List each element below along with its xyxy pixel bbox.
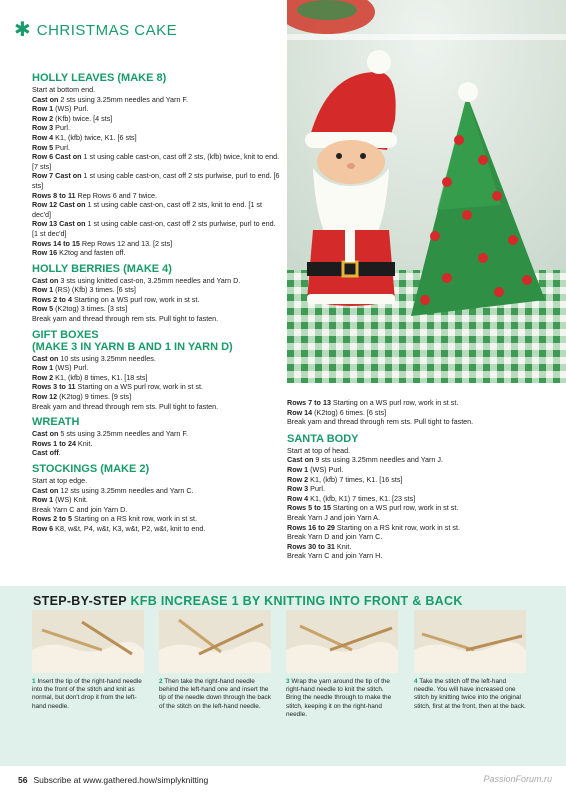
pattern-line-label: Cast on <box>32 94 59 104</box>
pattern-line-label: Row 5 <box>32 142 54 152</box>
pattern-line-label: Row 2 <box>32 372 54 382</box>
wreath-lines <box>32 429 280 458</box>
pattern-line-text: (WS) Purl. <box>308 464 344 474</box>
pattern-line-text: Break Yarn C and join Yarn H. <box>287 551 383 561</box>
technique-title: KFB INCREASE 1 BY KNITTING INTO FRONT & BACK <box>130 594 463 608</box>
pattern-line-text: K1, (kfb) twice, K1. [6 sts] <box>53 132 137 142</box>
pattern-line-text: K1, (kfb, K1) 7 times, K1. [23 sts] <box>308 493 416 503</box>
pattern-line <box>287 532 539 542</box>
pattern-line-text: 1 st using cable cast-on, cast off 2 sts purlwise, purl to end. [1 st dec'd] <box>32 219 276 238</box>
pattern-line <box>32 133 280 143</box>
pattern-column-left <box>32 72 280 534</box>
pattern-line-text: K1, (kfb) 7 times, K1. [16 sts] <box>308 474 403 484</box>
gift-boxes-lines <box>32 354 280 412</box>
pattern-line-label: Cast on <box>32 353 59 363</box>
gift-boxes-subheading: (MAKE 3 IN YARN B AND 1 IN YARN D) <box>32 340 233 353</box>
pattern-line-label: Rows 8 to 11 <box>32 190 76 200</box>
pattern-line-label: Row 13 Cast on <box>32 219 86 229</box>
pattern-line-text: Purl. <box>308 484 325 494</box>
pattern-line-text: (K2tog) 3 times. [3 sts] <box>53 304 128 314</box>
holly-leaves-heading: HOLLY LEAVES (MAKE 8) <box>32 72 167 84</box>
pattern-line <box>32 429 280 439</box>
pattern-line-label: Rows 2 to 5 <box>32 514 72 524</box>
pattern-line <box>32 95 280 105</box>
pattern-line <box>287 542 539 552</box>
step-by-step-title <box>33 594 463 608</box>
gift-boxes-heading: GIFT BOXES <box>32 328 99 341</box>
pattern-line-label: Row 12 Cast on <box>32 200 86 210</box>
pattern-line <box>287 494 539 504</box>
pattern-line <box>32 314 280 324</box>
pattern-line-text: Start at top of head. <box>287 445 351 455</box>
step-4: 4 Take the stitch off the left-hand needle. You will have increased one stitch by knitting twice into the original stitch, first at the front, then at the back. <box>414 610 526 711</box>
pattern-line-label: Row 1 <box>32 363 54 373</box>
stockings-lines <box>32 476 280 534</box>
pattern-line <box>32 123 280 133</box>
pattern-line-label: Row 1 <box>287 464 309 474</box>
pattern-line <box>287 484 539 494</box>
pattern-line-text: Starting on a WS purl row, work in st st. <box>330 503 459 513</box>
holly-leaves-lines <box>32 85 280 258</box>
pattern-line <box>287 523 539 533</box>
pattern-line-label: Cast on <box>32 275 59 285</box>
step-by-step-label: STEP-BY-STEP <box>33 594 127 608</box>
pattern-line-text: Rep Rows 12 and 13. [2 sts] <box>79 238 173 248</box>
pattern-line-label: Rows 14 to 15 <box>32 238 80 248</box>
pattern-line-text: Knit. <box>334 541 352 551</box>
pattern-line <box>32 354 280 364</box>
pattern-line-text: 5 sts using 3.25mm needles and Yarn F. <box>58 429 188 439</box>
step-1: 1 Insert the tip of the right-hand needle into the front of the stitch and knit as normal, but don't drop it from the left-hand needle. <box>32 610 144 711</box>
pattern-line <box>32 524 280 534</box>
santa-and-tree-photo <box>287 0 566 383</box>
pattern-line-label: Cast off <box>32 448 59 458</box>
pattern-line-label: Cast on <box>32 485 59 495</box>
stockings-heading: STOCKINGS (MAKE 2) <box>32 463 150 475</box>
page-number: 56 <box>18 775 28 785</box>
pattern-line-label: Rows 30 to 31 <box>287 541 335 551</box>
pattern-line-text: (WS) Purl. <box>53 104 89 114</box>
pattern-line <box>32 304 280 314</box>
stockings-continued-lines <box>287 398 539 427</box>
pattern-line <box>32 114 280 124</box>
pattern-line-label: Cast on <box>32 429 59 439</box>
pattern-line-label: Row 1 <box>32 285 54 295</box>
pattern-line-text: Knit. <box>75 438 93 448</box>
pattern-line-text: 1 st using cable cast-on, cast off 2 sts purlwise, purl to end. [6 sts] <box>32 171 280 190</box>
pattern-line <box>32 448 280 458</box>
pattern-line <box>32 85 280 95</box>
pattern-line-label: Row 6 <box>32 523 54 533</box>
pattern-line-text: (WS) Purl. <box>53 363 89 373</box>
pattern-line-text: Starting on a WS purl row, work in st st. <box>71 294 200 304</box>
pattern-line-label: Rows 16 to 29 <box>287 522 335 532</box>
step-3-text: Wrap the yarn around the tip of the right-hand needle to knit the stitch. Bring the needle through to make the stitch, keeping it on the right-hand needle. <box>286 678 392 718</box>
step-1-photo <box>32 610 144 673</box>
step-3-photo <box>286 610 398 673</box>
pattern-line <box>287 513 539 523</box>
pattern-line <box>287 551 539 561</box>
pattern-line-text: 1 st using cable cast-on, cast off 2 sts, (kfb) twice, knit to end. [7 sts] <box>32 152 280 171</box>
pattern-line-label: Rows 5 to 15 <box>287 503 331 513</box>
pattern-line-text: Break Yarn D and join Yarn C. <box>287 532 383 542</box>
section-title: CHRISTMAS CAKE <box>36 21 178 39</box>
pattern-line-label: Row 4 <box>32 132 54 142</box>
pattern-line-text: (K2tog) 9 times. [9 sts] <box>57 392 132 402</box>
pattern-line-text: Break Yarn J and join Yarn A. <box>287 512 380 522</box>
pattern-line <box>32 152 280 171</box>
page-footer <box>18 775 208 785</box>
pattern-line-label: Row 16 <box>32 248 58 258</box>
step-3: 3 Wrap the yarn around the tip of the right-hand needle to knit the stitch. Bring the needle through to make the stitch, keeping it on the right-hand needle. <box>286 610 398 719</box>
pattern-line-text: (WS) Knit. <box>53 495 88 505</box>
pattern-line-text: K1, (kfb) 8 times, K1. [18 sts] <box>53 372 148 382</box>
pattern-line-text: Starting on a RS knit row, work in st st. <box>71 514 197 524</box>
pattern-line-text: 10 sts using 3.25mm needles. <box>58 353 156 363</box>
pattern-line <box>32 171 280 190</box>
santa-body-heading: SANTA BODY <box>287 432 359 445</box>
pattern-line <box>32 363 280 373</box>
pattern-line-label: Row 2 <box>287 474 309 484</box>
pattern-line-label: Row 7 Cast on <box>32 171 82 181</box>
pattern-line <box>32 382 280 392</box>
pattern-line-label: Row 12 <box>32 392 58 402</box>
star-icon: ✱ <box>14 19 31 41</box>
pattern-line-label: Rows 2 to 4 <box>32 294 72 304</box>
pattern-line <box>32 476 280 486</box>
pattern-line-text: Starting on a WS purl row, work in st st. <box>75 382 203 392</box>
pattern-line <box>287 446 539 456</box>
pattern-line-text: Break yarn and thread through rem sts. Pull tight to fasten. <box>32 401 219 411</box>
pattern-line <box>32 495 280 505</box>
pattern-line-text: . <box>58 448 61 458</box>
pattern-line <box>32 505 280 515</box>
pattern-line-text: Break Yarn C and join Yarn D. <box>32 504 128 514</box>
pattern-line <box>287 408 539 418</box>
pattern-line-text: 12 sts using 3.25mm needles and Yarn C. <box>58 485 194 495</box>
step-2: 2 Then take the right-hand needle behind the left-hand one and insert the tip of the needle down through the back of the stitch on the left-hand needle. <box>159 610 271 711</box>
wreath-heading: WREATH <box>32 416 80 429</box>
pattern-line-text: 2 sts using 3.25mm needles and Yarn F. <box>58 94 188 104</box>
pattern-line-label: Row 1 <box>32 104 54 114</box>
pattern-line-text: 1 st using cable cast-on, cast off 2 sts, knit to end. [1 st dec'd] <box>32 200 262 219</box>
pattern-line <box>32 402 280 412</box>
watermark: PassionForum.ru <box>483 774 552 784</box>
pattern-line-text: Start at bottom end. <box>32 85 96 94</box>
step-1-text: Insert the tip of the right-hand needle into the front of the stitch and knit as normal, but don't drop it from the left-hand needle. <box>32 678 142 710</box>
pattern-column-right <box>287 398 539 561</box>
pattern-line <box>287 465 539 475</box>
holly-berries-lines <box>32 276 280 324</box>
step-4-photo <box>414 610 526 673</box>
pattern-line-text: Rep Rows 6 and 7 twice. <box>75 190 158 200</box>
pattern-line-text: (K2tog) 6 times. [6 sts] <box>312 407 387 417</box>
pattern-line <box>32 295 280 305</box>
pattern-line <box>32 285 280 295</box>
pattern-line <box>287 417 539 427</box>
pattern-line-text: (RS) (Kfb) 3 times. [6 sts] <box>53 285 136 295</box>
pattern-line <box>287 503 539 513</box>
pattern-line-label: Row 4 <box>287 493 309 503</box>
pattern-line <box>32 104 280 114</box>
pattern-line-text: (Kfb) twice. [4 sts] <box>53 113 113 123</box>
pattern-line-label: Row 2 <box>32 113 54 123</box>
step-2-photo <box>159 610 271 673</box>
pattern-line-label: Cast on <box>287 455 314 465</box>
pattern-line <box>32 191 280 201</box>
section-header <box>14 20 177 40</box>
pattern-line <box>287 398 539 408</box>
pattern-line <box>32 514 280 524</box>
subscribe-link[interactable]: Subscribe at www.gathered.how/simplyknitting <box>33 775 209 785</box>
pattern-line-text: Break yarn and thread through rem sts. Pull tight to fasten. <box>32 314 219 324</box>
pattern-line <box>32 373 280 383</box>
pattern-line-text: Break yarn and thread through rem sts. Pull tight to fasten. <box>287 417 474 427</box>
pattern-line <box>32 239 280 249</box>
step-by-step-panel <box>0 586 566 766</box>
step-2-text: Then take the right-hand needle behind the left-hand one and insert the tip of the needle down through the back of the stitch on the left-hand needle. <box>159 678 271 710</box>
pattern-line-text: Start at top edge. <box>32 476 88 485</box>
pattern-line-text: Starting on a WS purl row, work in st st. <box>330 398 459 407</box>
pattern-line-label: Row 3 <box>32 123 54 133</box>
pattern-line-text: 3 sts using knitted cast-on, 3.25mm needles and Yarn D. <box>58 275 241 285</box>
pattern-line-text: Purl. <box>53 142 70 152</box>
pattern-line-label: Row 5 <box>32 304 54 314</box>
santa-body-lines <box>287 446 539 561</box>
pattern-line <box>32 200 280 219</box>
pattern-line-label: Rows 1 to 24 <box>32 438 76 448</box>
pattern-line-label: Row 1 <box>32 495 54 505</box>
pattern-line <box>287 475 539 485</box>
pattern-line <box>32 143 280 153</box>
pattern-line <box>32 392 280 402</box>
pattern-line-label: Rows 7 to 13 <box>287 398 331 407</box>
pattern-line-text: K2tog and fasten off. <box>57 248 126 258</box>
pattern-line-label: Rows 3 to 11 <box>32 382 76 392</box>
pattern-line-label: Row 6 Cast on <box>32 152 82 162</box>
pattern-line-text: K8, w&t, P4, w&t, K3, w&t, P2, w&t, knit to end. <box>53 523 206 533</box>
pattern-line <box>32 248 280 258</box>
pattern-line-text: Starting on a RS knit row, work in st st. <box>334 522 460 532</box>
pattern-line-text: 9 sts using 3.25mm needles and Yarn J. <box>313 455 443 465</box>
pattern-line-label: Row 3 <box>287 484 309 494</box>
pattern-line <box>32 439 280 449</box>
pattern-line <box>287 455 539 465</box>
pattern-line-text: Purl. <box>53 123 70 133</box>
step-4-text: Take the stitch off the left-hand needle. You will have increased one stitch by knitting twice into the original stitch, first at the front, then at the back. <box>414 678 526 710</box>
pattern-line <box>32 219 280 238</box>
pattern-line <box>32 486 280 496</box>
holly-berries-heading: HOLLY BERRIES (MAKE 4) <box>32 262 172 275</box>
pattern-line <box>32 276 280 286</box>
pattern-line-label: Row 14 <box>287 407 313 417</box>
